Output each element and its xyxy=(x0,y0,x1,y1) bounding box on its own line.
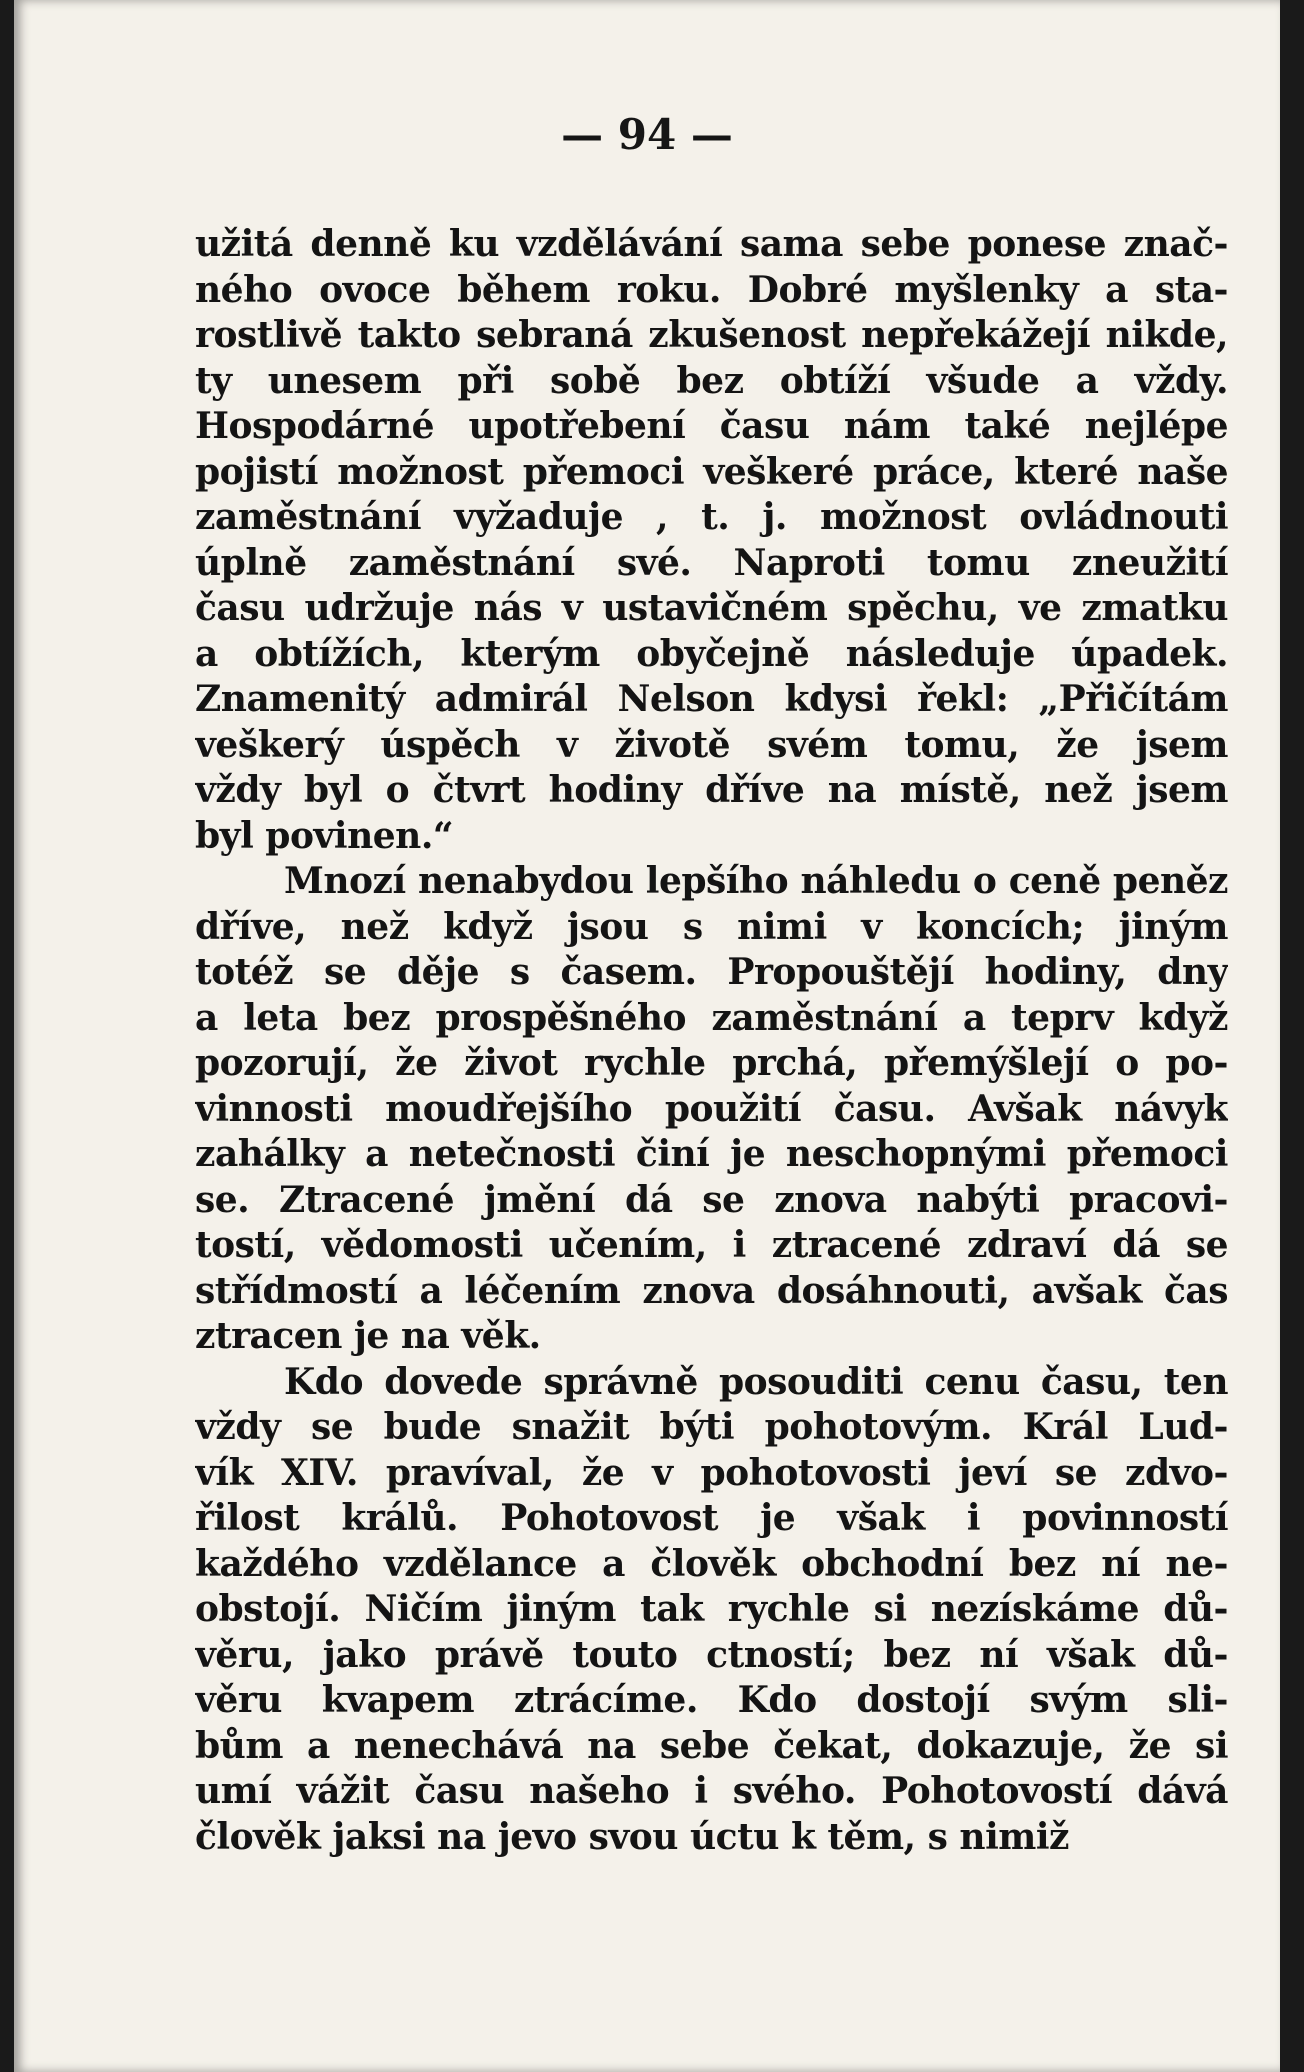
text-line: zahálky a netečnosti činí je neschopnými přemoci xyxy=(195,1133,1228,1175)
text-line: Mnozí nenabydou lepšího náhledu o ceně peněz xyxy=(284,860,1228,902)
text-line: byl povinen.“ xyxy=(195,814,454,857)
text-line: zaměstnání vyžaduje , t. j. možnost ovládnouti xyxy=(195,496,1228,538)
text-line: vík XIV. pravíval, že v pohotovosti jeví se zdvo- xyxy=(195,1451,1228,1494)
text-line: bům a nenechává na sebe čekat, dokazuje, že si xyxy=(195,1724,1228,1767)
paragraph xyxy=(195,1360,1228,1861)
text-line: užitá denně ku vzdělávání sama sebe ponese znač- xyxy=(195,223,1228,265)
paragraph xyxy=(195,222,1228,859)
text-line: tostí, vědomosti učením, i ztracené zdraví dá se xyxy=(195,1224,1228,1266)
text-line: vždy byl o čtvrt hodiny dříve na místě, než jsem xyxy=(195,769,1228,811)
text-line: vždy se bude snažit býti pohotovým. Král Lud- xyxy=(195,1406,1228,1448)
text-line: člověk jaksi na jevo svou úctu k těm, s nimiž xyxy=(195,1815,1069,1858)
text-line: a obtížích, kterým obyčejně následuje úpadek. xyxy=(195,632,1228,675)
text-line: vinnosti moudřejšího použití času. Avšak návyk xyxy=(195,1087,1228,1130)
text-line: obstojí. Ničím jiným tak rychle si nezískáme dů- xyxy=(195,1588,1228,1630)
text-line: dříve, než když jsou s nimi v koncích; jiným xyxy=(195,905,1228,948)
text-line: každého vzdělance a člověk obchodní bez ní ne- xyxy=(195,1542,1228,1585)
text-line: a leta bez prospěšného zaměstnání a teprv když xyxy=(195,996,1228,1039)
text-line: Znamenitý admirál Nelson kdysi řekl: „Přičítám xyxy=(195,678,1228,720)
text-line: ného ovoce během roku. Dobré myšlenky a sta- xyxy=(195,268,1228,311)
text-line: veškerý úspěch v životě svém tomu, že jsem xyxy=(195,723,1228,766)
paragraph xyxy=(195,859,1228,1360)
page-number: — 94 — xyxy=(561,110,733,159)
text-line: Hospodárné upotřebení času nám také nejlépe xyxy=(195,405,1228,447)
book-page xyxy=(14,0,1280,2072)
text-line: se. Ztracené jmění dá se znova nabýti pracovi- xyxy=(195,1178,1228,1221)
text-line: věru kvapem ztrácíme. Kdo dostojí svým sli- xyxy=(195,1679,1228,1721)
text-line: střídmostí a léčením znova dosáhnouti, avšak čas xyxy=(195,1269,1228,1312)
text-line: času udržuje nás v ustavičném spěchu, ve zmatku xyxy=(195,587,1228,629)
text-line: ty unesem při sobě bez obtíží všude a vždy. xyxy=(195,359,1228,402)
text-line: pozorují, že život rychle prchá, přemýšlejí o po- xyxy=(195,1042,1228,1084)
text-line: řilost králů. Pohotovost je však i povinností xyxy=(195,1497,1228,1539)
text-line: Kdo dovede správně posouditi cenu času, ten xyxy=(284,1360,1228,1403)
text-line: ztracen je na věk. xyxy=(195,1315,541,1357)
body-text xyxy=(195,222,1228,1860)
text-line: totéž se děje s časem. Propouštějí hodiny, dny xyxy=(195,951,1228,993)
text-line: pojistí možnost přemoci veškeré práce, které naše xyxy=(195,450,1228,493)
text-line: umí vážit času našeho i svého. Pohotovostí dává xyxy=(195,1770,1228,1812)
text-line: věru, jako právě touto ctností; bez ní však dů- xyxy=(195,1633,1228,1676)
text-line: úplně zaměstnání své. Naproti tomu zneužití xyxy=(195,541,1228,584)
text-line: rostlivě takto sebraná zkušenost nepřekážejí nikde, xyxy=(195,314,1228,356)
